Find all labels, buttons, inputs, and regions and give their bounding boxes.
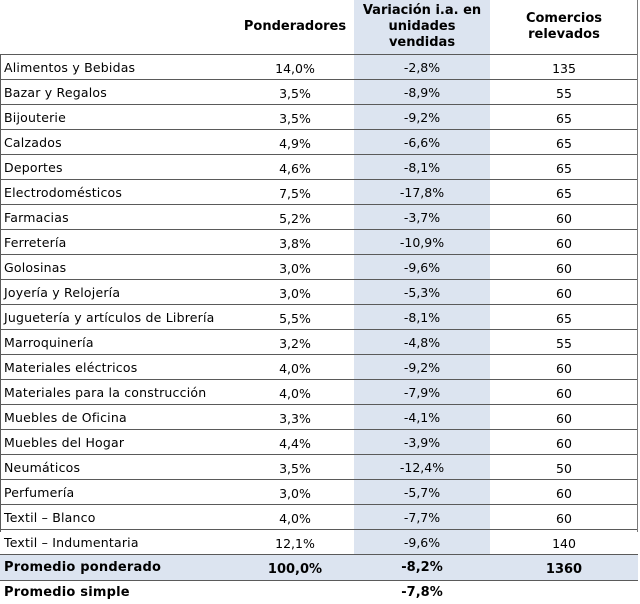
weighted-average-stores: 1360 [490,555,638,581]
variation-value: -7,7% [354,505,490,530]
weight-value: 3,3% [236,405,354,430]
category-name: Perfumería [0,480,236,505]
weight-value: 3,2% [236,330,354,355]
stores-count: 65 [490,130,638,155]
table-right-border [637,0,638,532]
weight-value: 3,5% [236,105,354,130]
variation-value: -9,2% [354,355,490,380]
header-category [0,0,236,55]
category-name: Joyería y Relojería [0,280,236,305]
table-row [0,55,638,80]
stores-count: 65 [490,105,638,130]
weight-value: 4,0% [236,505,354,530]
category-name: Ferretería [0,230,236,255]
variation-value: -5,7% [354,480,490,505]
stores-count: 60 [490,405,638,430]
header-variation: Variación i.a. en unidades vendidas [354,0,490,55]
stores-count: 55 [490,80,638,105]
table-row [0,380,638,405]
stores-count: 135 [490,55,638,80]
variation-value: -8,1% [354,155,490,180]
category-name: Electrodomésticos [0,180,236,205]
variation-value: -17,8% [354,180,490,205]
weight-value: 3,0% [236,280,354,305]
stores-count: 60 [490,430,638,455]
stores-count: 60 [490,380,638,405]
weighted-average-row [0,555,638,581]
category-name: Deportes [0,155,236,180]
weight-value: 3,5% [236,80,354,105]
variation-value: -3,9% [354,430,490,455]
stores-count: 60 [490,480,638,505]
table-row [0,455,638,480]
variation-value: -12,4% [354,455,490,480]
table-row [0,230,638,255]
weight-value: 5,5% [236,305,354,330]
stores-count: 65 [490,155,638,180]
table-row [0,280,638,305]
table-row [0,105,638,130]
stores-count: 60 [490,205,638,230]
weight-value: 5,2% [236,205,354,230]
table-row [0,130,638,155]
variation-value: -10,9% [354,230,490,255]
weight-value: 14,0% [236,55,354,80]
weight-value: 4,4% [236,430,354,455]
weight-value: 3,5% [236,455,354,480]
table-row [0,305,638,330]
variation-value: -9,6% [354,255,490,280]
category-name: Calzados [0,130,236,155]
variation-value: -9,6% [354,530,490,555]
variation-value: -4,1% [354,405,490,430]
table-row [0,355,638,380]
category-name: Materiales para la construcción [0,380,236,405]
table-row [0,80,638,105]
variation-value: -8,1% [354,305,490,330]
simple-average-stores [490,581,638,604]
weight-value: 3,8% [236,230,354,255]
stores-count: 60 [490,280,638,305]
category-name: Farmacias [0,205,236,230]
category-name: Materiales eléctricos [0,355,236,380]
weight-value: 4,9% [236,130,354,155]
stores-count: 50 [490,455,638,480]
category-name: Juguetería y artículos de Librería [0,305,236,330]
weight-value: 4,6% [236,155,354,180]
stores-count: 140 [490,530,638,555]
weight-value: 3,0% [236,255,354,280]
header-stores: Comercios relevados [490,0,638,55]
table-row [0,255,638,280]
weight-value: 12,1% [236,530,354,555]
table-row [0,480,638,505]
category-name: Bijouterie [0,105,236,130]
variation-value: -8,9% [354,80,490,105]
variation-value: -2,8% [354,55,490,80]
table-row [0,330,638,355]
header-row [0,0,638,55]
stores-count: 65 [490,180,638,205]
stores-count: 60 [490,230,638,255]
variation-value: -6,6% [354,130,490,155]
weight-value: 3,0% [236,480,354,505]
category-name: Muebles de Oficina [0,405,236,430]
weight-value: 7,5% [236,180,354,205]
variation-value: -3,7% [354,205,490,230]
weight-value: 4,0% [236,355,354,380]
simple-average-label: Promedio simple [0,581,236,604]
category-name: Bazar y Regalos [0,80,236,105]
table-body [0,55,638,604]
category-name: Textil – Blanco [0,505,236,530]
variation-value: -7,9% [354,380,490,405]
stores-count: 60 [490,505,638,530]
stores-count: 55 [490,330,638,355]
category-name: Textil – Indumentaria [0,530,236,555]
simple-average-row [0,581,638,604]
weight-value: 4,0% [236,380,354,405]
variation-value: -5,3% [354,280,490,305]
table-row [0,180,638,205]
category-name: Muebles del Hogar [0,430,236,455]
table-row [0,505,638,530]
stores-count: 60 [490,355,638,380]
weighted-average-weight: 100,0% [236,555,354,581]
category-name: Neumáticos [0,455,236,480]
variation-value: -4,8% [354,330,490,355]
header-weights: Ponderadores [236,0,354,55]
table-row [0,205,638,230]
table-row [0,530,638,555]
category-name: Marroquinería [0,330,236,355]
weighted-average-label: Promedio ponderado [0,555,236,581]
stores-count: 65 [490,305,638,330]
weighted-average-variation: -8,2% [354,555,490,581]
table-row [0,430,638,455]
table-left-border [0,54,1,532]
category-name: Alimentos y Bebidas [0,55,236,80]
simple-average-variation: -7,8% [354,581,490,604]
simple-average-weight [236,581,354,604]
stores-count: 60 [490,255,638,280]
variation-value: -9,2% [354,105,490,130]
category-name: Golosinas [0,255,236,280]
table-row [0,155,638,180]
table-row [0,405,638,430]
